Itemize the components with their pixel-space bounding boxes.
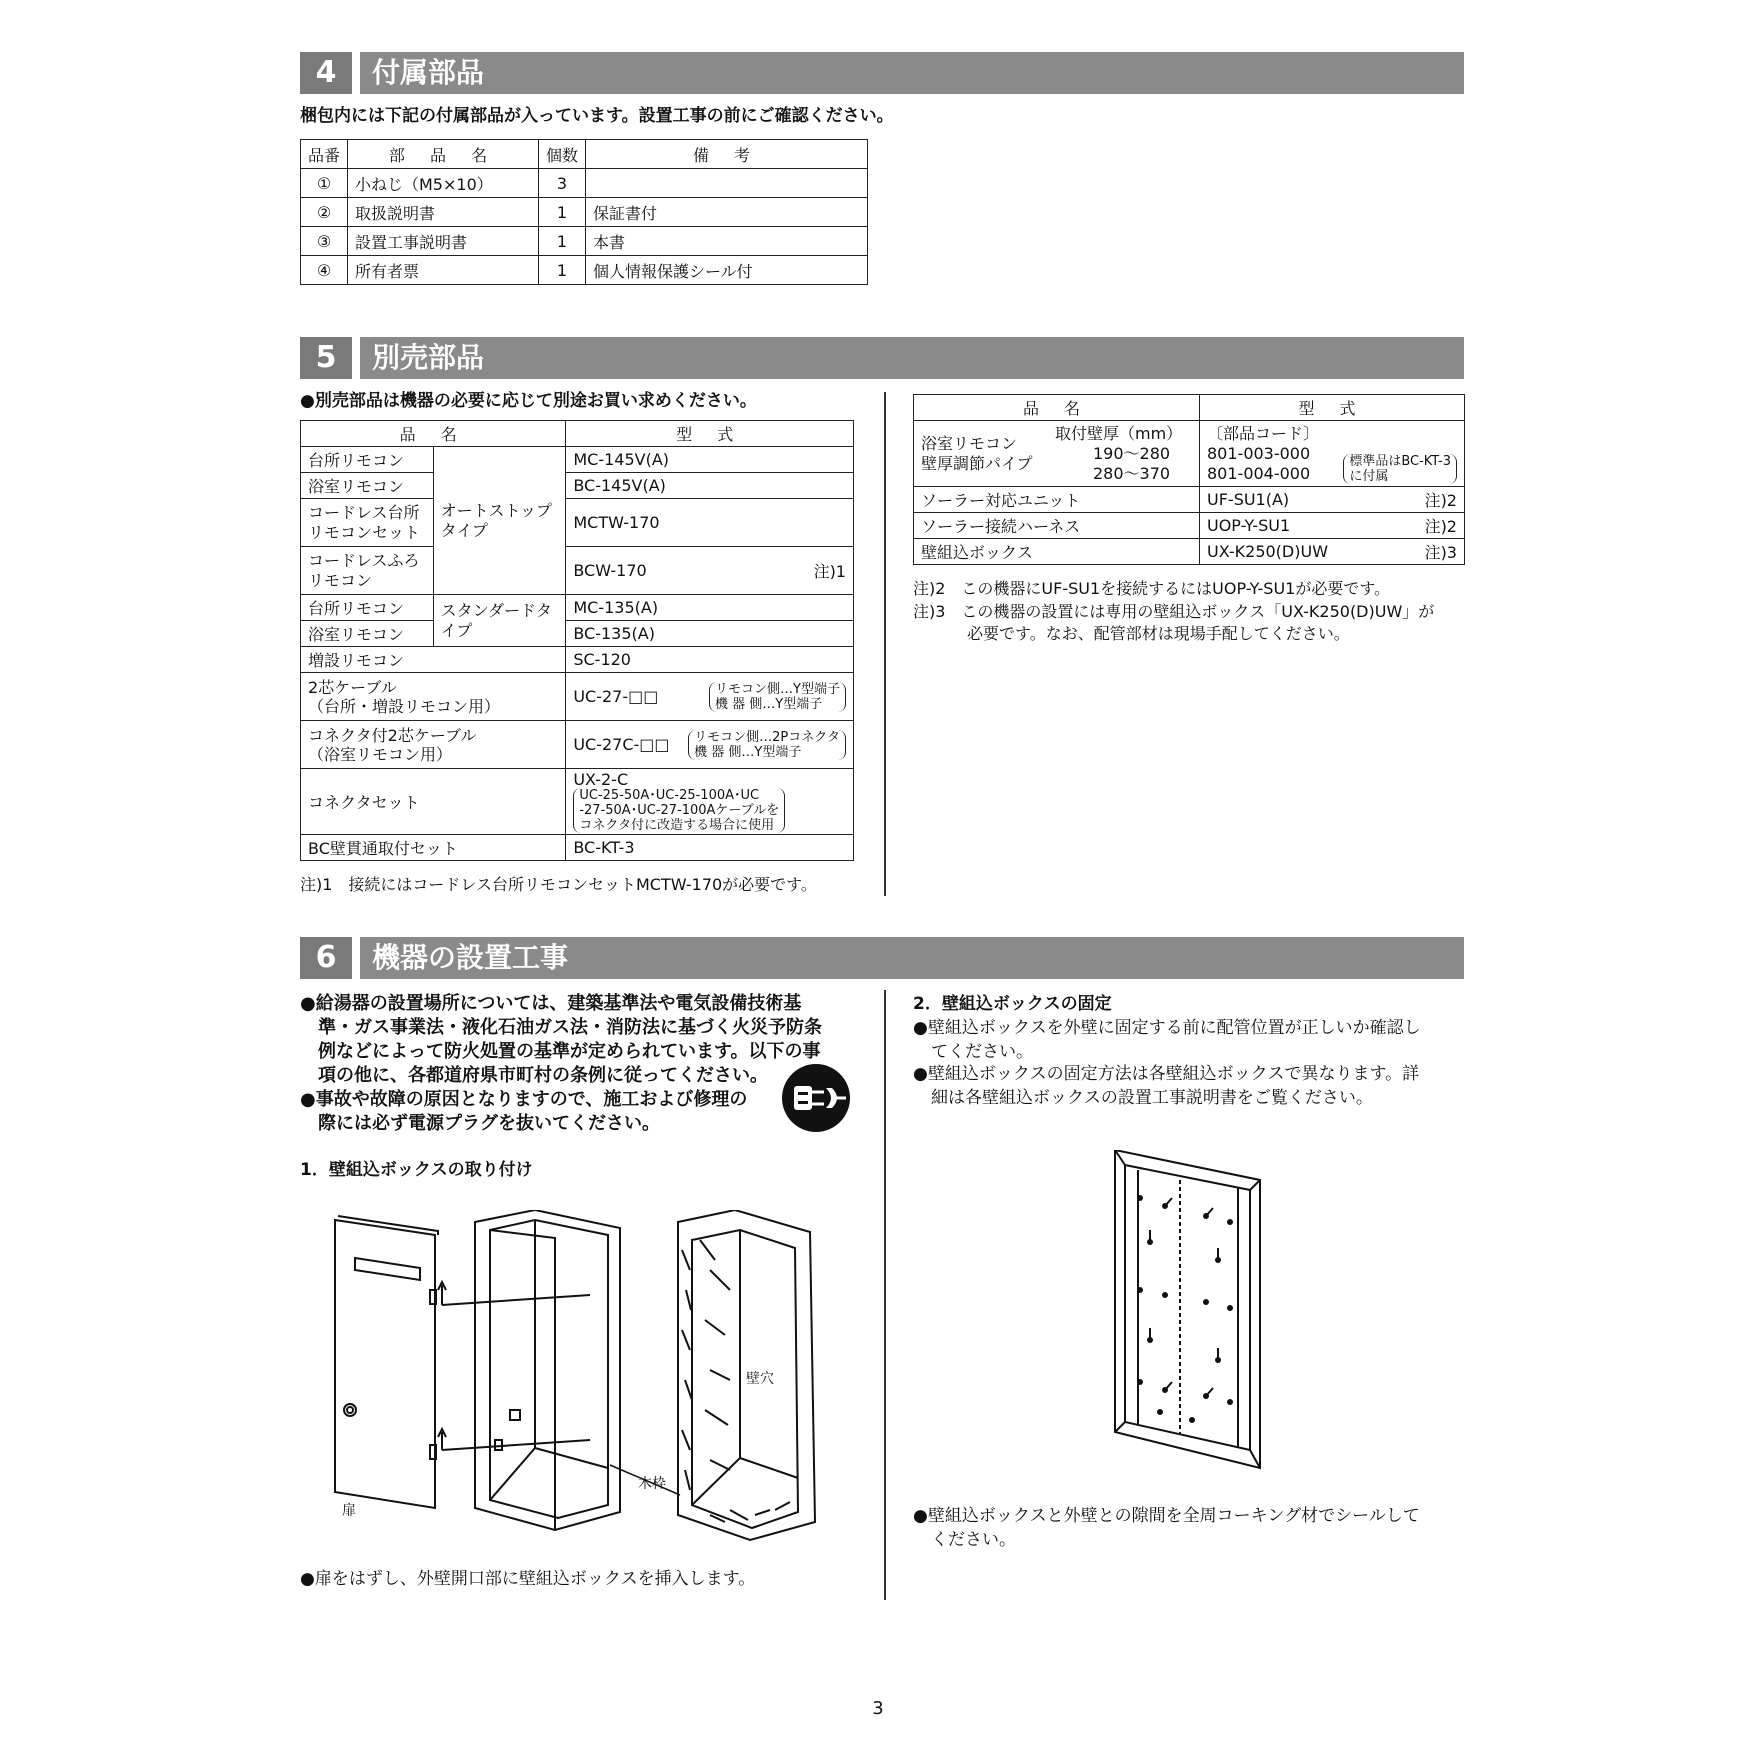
- cell-model: 801-003-000: [1207, 443, 1311, 463]
- sealing-note: ●壁組込ボックスと外壁との隙間を全周コーキング材でシールして ください。: [913, 1506, 1420, 1550]
- cell-name: 壁組込ボックス: [914, 539, 1200, 565]
- label-door: 扉: [342, 1503, 356, 1519]
- note-3-cont: 必要です。なお、配管部材は現場手配してください。: [967, 624, 1350, 643]
- cell-detail: に付属: [1349, 468, 1389, 484]
- cell-model: MCTW-170: [566, 499, 854, 547]
- cell-label: 取付壁厚（mm）: [1055, 423, 1183, 443]
- col-header-qty: 個数: [539, 140, 586, 169]
- table-row: [301, 227, 868, 256]
- cell-model: BC-135(A): [566, 621, 854, 647]
- unplug-warning-icon: [780, 1062, 852, 1134]
- col-header-name: 品 名: [914, 395, 1200, 421]
- cell-model: UX-2-C: [573, 769, 629, 789]
- cell-name: 取扱説明書: [348, 198, 539, 227]
- cell-name: 台所リモコン: [301, 447, 434, 473]
- cell-group: オートストップタイプ: [433, 447, 566, 595]
- accessories-table: [300, 139, 868, 285]
- col-header-model: 型 式: [566, 421, 854, 447]
- cell-note: 個人情報保護シール付: [586, 256, 868, 285]
- subsection-2-title: 2．壁組込ボックスの固定: [913, 994, 1112, 1014]
- col-header-name: 部 品 名: [348, 140, 539, 169]
- cell-detail: 標準品はBC-KT-3: [1349, 453, 1451, 469]
- installation-notice: ●給湯器の設置場所については、建築基準法や電気設備技術基 準・ガス事業法・液化石油ガス法・消防法に基づく火災予防条 例などによって防火処置の基準が定められています。以下の事 項の他に、各都道府県市町村の条例に従ってください。 ●事故や故障の原因となりますので、施工および修理の 際には必ず電源プラグを抜いてください。: [300, 993, 822, 1134]
- table-row: [301, 835, 854, 861]
- cell-qty: 1: [539, 256, 586, 285]
- fixing-screws: [1137, 1195, 1233, 1423]
- cell-name: 増設リモコン: [301, 647, 566, 673]
- cell-name: 壁厚調節パイプ: [921, 453, 1033, 473]
- cell-name: コネクタセット: [301, 769, 566, 835]
- cell-qty: 3: [539, 169, 586, 198]
- cell-name: コネクタ付2芯ケーブル: [308, 725, 477, 745]
- page-number: 3: [872, 1698, 884, 1719]
- cell-name: 浴室リモコン: [301, 621, 434, 647]
- col-header-note: 備 考: [586, 140, 868, 169]
- column-divider: [884, 392, 886, 896]
- optional-parts-table-right: [913, 394, 1465, 565]
- cell-detail: リモコン側…Y型端子: [715, 681, 840, 697]
- cell-name: 浴室リモコン: [921, 433, 1018, 453]
- fix-note-1: ●壁組込ボックスを外壁に固定する前に配管位置が正しいか確認し てください。: [913, 1018, 1421, 1062]
- cell-model: SC-120: [566, 647, 854, 673]
- table-row: [301, 647, 854, 673]
- cell-model: UX-K250(D)UW: [1207, 542, 1329, 561]
- cell-note: 注)3: [1424, 543, 1457, 562]
- table-row: [301, 721, 854, 769]
- section-number: 4: [300, 52, 352, 94]
- cell-name: 小ねじ（M5×10）: [348, 169, 539, 198]
- cell-qty: 1: [539, 198, 586, 227]
- note-2: 注)2 この機器にUF-SU1を接続するにはUOP-Y-SU1が必要です。: [913, 579, 1391, 598]
- cell-model: BC-KT-3: [566, 835, 854, 861]
- table-row: [301, 547, 854, 595]
- cell-name: 所有者票: [348, 256, 539, 285]
- cell-note: [586, 169, 868, 198]
- screw-shafts: [1150, 1198, 1218, 1396]
- cell-name: 2芯ケーブル: [308, 677, 397, 697]
- cell-name: ソーラー対応ユニット: [914, 487, 1200, 513]
- cell-detail: 機 器 側…Y型端子: [715, 696, 823, 712]
- cell-subname: （浴室リモコン用）: [308, 744, 453, 764]
- cell-name: コードレスふろリモコン: [301, 547, 434, 595]
- section-title: 機器の設置工事: [372, 941, 569, 974]
- cell-model: UF-SU1(A): [1207, 490, 1290, 509]
- section-4-header: [300, 52, 1464, 94]
- fixed-box-diagram: [1110, 1150, 1270, 1470]
- cell-detail: -27-50A･UC-27-100Aケーブルを: [579, 802, 780, 818]
- cell-note: 注)1: [813, 562, 846, 581]
- cell-no: ④: [301, 256, 348, 285]
- subsection-1-title: 1．壁組込ボックスの取り付け: [300, 1160, 533, 1180]
- table-row: [301, 447, 854, 473]
- cell-note: 本書: [586, 227, 868, 256]
- table-row: [914, 539, 1465, 565]
- cell-model: UC-27C-□□: [573, 735, 670, 754]
- table-row: [914, 421, 1465, 487]
- cell-name: コードレス台所リモコンセット: [301, 499, 434, 547]
- cell-name: 設置工事説明書: [348, 227, 539, 256]
- cell-range: 280～370: [1093, 463, 1171, 483]
- cell-label: 〔部品コード〕: [1207, 423, 1320, 443]
- cell-detail: 機 器 側…Y型端子: [694, 744, 802, 760]
- col-header-model: 型 式: [1200, 395, 1465, 421]
- section-5-header: [300, 337, 1464, 379]
- fix-note-2: ●壁組込ボックスの固定方法は各壁組込ボックスで異なります。詳 細は各壁組込ボックスの設置工事説明書をご覧ください。: [913, 1064, 1420, 1108]
- note-1: 注)1 接続にはコードレス台所リモコンセットMCTW-170が必要です。: [300, 875, 817, 894]
- cell-model: UOP-Y-SU1: [1207, 516, 1291, 535]
- cell-detail: UC-25-50A･UC-25-100A･UC: [579, 787, 760, 803]
- section-6-header: [300, 937, 1464, 979]
- cell-model: BCW-170: [573, 561, 647, 580]
- caption-insert-box: ●扉をはずし、外壁開口部に壁組込ボックスを挿入します。: [300, 1569, 756, 1589]
- section-title: 別売部品: [372, 341, 485, 374]
- table-row: [301, 621, 854, 647]
- cell-name: ソーラー接続ハーネス: [914, 513, 1200, 539]
- optional-parts-table: [300, 420, 854, 861]
- cell-name: 浴室リモコン: [301, 473, 434, 499]
- cell-note: 保証書付: [586, 198, 868, 227]
- cell-no: ②: [301, 198, 348, 227]
- note-3: 注)3 この機器の設置には専用の壁組込ボックス「UX-K250(D)UW」が: [913, 602, 1435, 621]
- section-title: 付属部品: [372, 56, 485, 89]
- column-divider: [884, 990, 886, 1600]
- table-row: [301, 673, 854, 721]
- table-row: [301, 473, 854, 499]
- accessories-intro: 梱包内には下記の付属部品が入っています。設置工事の前にご確認ください。: [300, 106, 894, 126]
- cell-model: MC-145V(A): [566, 447, 854, 473]
- cell-subname: （台所・増設リモコン用）: [308, 696, 501, 716]
- cell-note: 注)2: [1424, 517, 1457, 536]
- table-row: [301, 198, 868, 227]
- table-row: [301, 595, 854, 621]
- col-header-no: 品番: [301, 140, 348, 169]
- cell-note: 注)2: [1424, 491, 1457, 510]
- table-row: [914, 487, 1465, 513]
- cell-detail: リモコン側…2Pコネクタ: [694, 729, 840, 745]
- cell-qty: 1: [539, 227, 586, 256]
- cell-range: 190～280: [1093, 443, 1171, 463]
- cell-name: BC壁貫通取付セット: [301, 835, 566, 861]
- cell-model: UC-27-□□: [573, 687, 659, 706]
- cell-model: MC-135(A): [566, 595, 854, 621]
- cell-detail: コネクタ付に改造する場合に使用: [579, 817, 775, 833]
- cell-name: 台所リモコン: [301, 595, 434, 621]
- table-row: [301, 769, 854, 835]
- col-header-name: 品 名: [301, 421, 566, 447]
- cell-model: BC-145V(A): [566, 473, 854, 499]
- section-number: 6: [300, 937, 352, 979]
- table-row: [301, 499, 854, 547]
- table-row: [301, 256, 868, 285]
- cell-model: 801-004-000: [1207, 463, 1311, 483]
- table-row: [301, 169, 868, 198]
- optional-parts-intro: ●別売部品は機器の必要に応じて別途お買い求めください。: [300, 391, 757, 411]
- cell-group: スタンダードタイプ: [433, 595, 566, 647]
- cell-no: ①: [301, 169, 348, 198]
- section-number: 5: [300, 337, 352, 379]
- cell-no: ③: [301, 227, 348, 256]
- table-row: [914, 513, 1465, 539]
- label-wall-hole: 壁穴: [746, 1371, 774, 1387]
- label-wood-frame: 木枠: [638, 1476, 666, 1492]
